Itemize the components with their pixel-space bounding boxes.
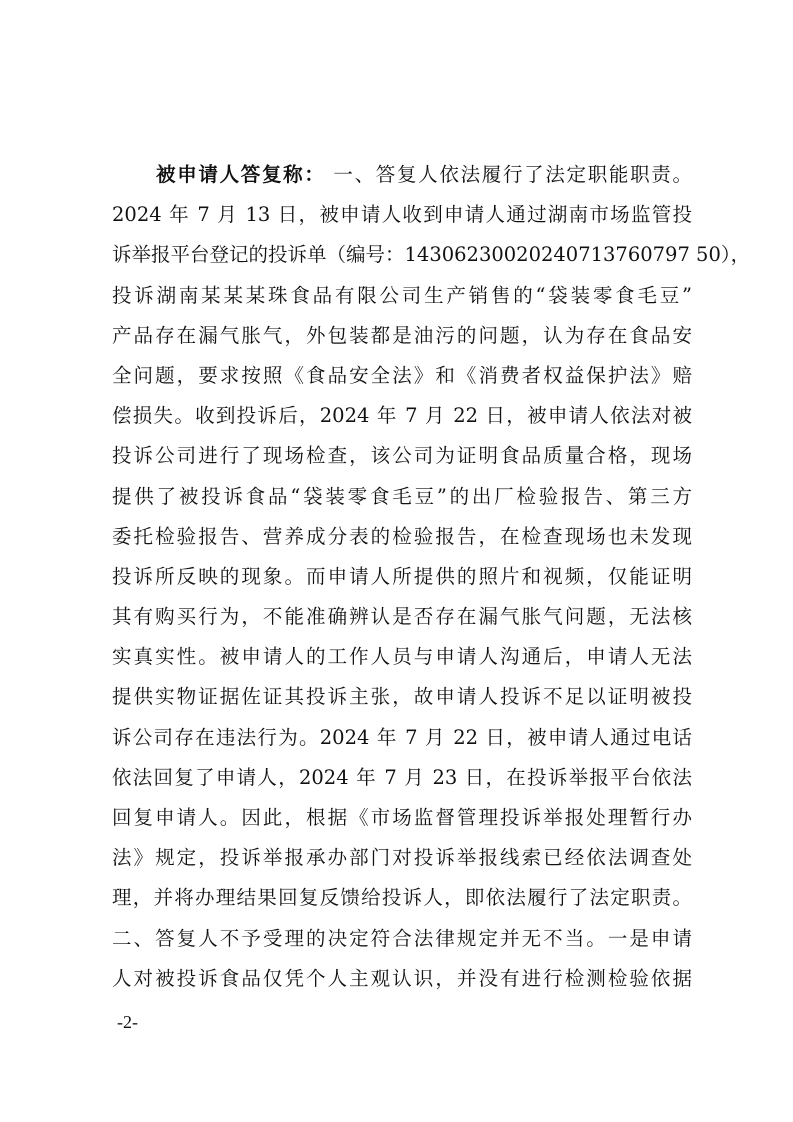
paragraph-line: 被申请人答复称： 一、答复人依法履行了法定职能职责。 [156,163,692,186]
paragraph-line: 回复申请人。因此，根据《市场监督管理投诉举报处理暂行办 [112,806,692,829]
paragraph-line: 诉举报平台登记的投诉单（编号：14306230020240713760797 50）， [112,243,751,267]
paragraph-line: 产品存在漏气胀气，外包装都是油污的问题，认为存在食品安 [112,323,692,347]
paragraph-line: 二、答复人不予受理的决定符合法律规定并无不当。一是申请 [112,926,692,950]
reply-heading: 被申请人答复称： [156,163,326,186]
paragraph-line: 依法回复了申请人，2024 年 7 月 23 日，在投诉举报平台依法 [112,765,692,789]
paragraph-line: 投诉湖南某某某珠食品有限公司生产销售的“袋装零食毛豆” [112,283,692,307]
paragraph-line: 法》规定，投诉举报承办部门对投诉举报线索已经依法调查处 [112,846,692,870]
paragraph-line: 人对被投诉食品仅凭个人主观认识，并没有进行检测检验依据 [112,966,692,990]
paragraph-line: 2024 年 7 月 13 日，被申请人收到申请人通过湖南市场监管投 [112,203,692,227]
body-text [112,155,751,999]
paragraph-line: 实真实性。被申请人的工作人员与申请人沟通后，申请人无法 [112,645,692,669]
paragraph-line: 理，并将办理结果回复反馈给投诉人，即依法履行了法定职责。 [112,886,692,910]
paragraph-line: 其有购买行为，不能准确辨认是否存在漏气胀气问题，无法核 [112,605,692,629]
paragraph-line: 诉公司存在违法行为。2024 年 7 月 22 日，被申请人通过电话 [112,725,692,749]
paragraph-line: 全问题，要求按照《食品安全法》和《消费者权益保护法》赔 [112,363,692,387]
paragraph-line: 偿损失。收到投诉后，2024 年 7 月 22 日，被申请人依法对被 [112,404,692,428]
page-number: -2- [117,1012,138,1032]
paragraph-line: 投诉所反映的现象。而申请人所提供的照片和视频，仅能证明 [112,564,692,588]
paragraph-line: 委托检验报告、营养成分表的检验报告，在检查现场也未发现 [112,524,692,548]
paragraph-line: 提供了被投诉食品“袋装零食毛豆”的出厂检验报告、第三方 [112,484,692,508]
paragraph-line: 投诉公司进行了现场检查，该公司为证明食品质量合格，现场 [112,444,692,468]
paragraph-line: 提供实物证据佐证其投诉主张，故申请人投诉不足以证明被投 [112,685,692,709]
